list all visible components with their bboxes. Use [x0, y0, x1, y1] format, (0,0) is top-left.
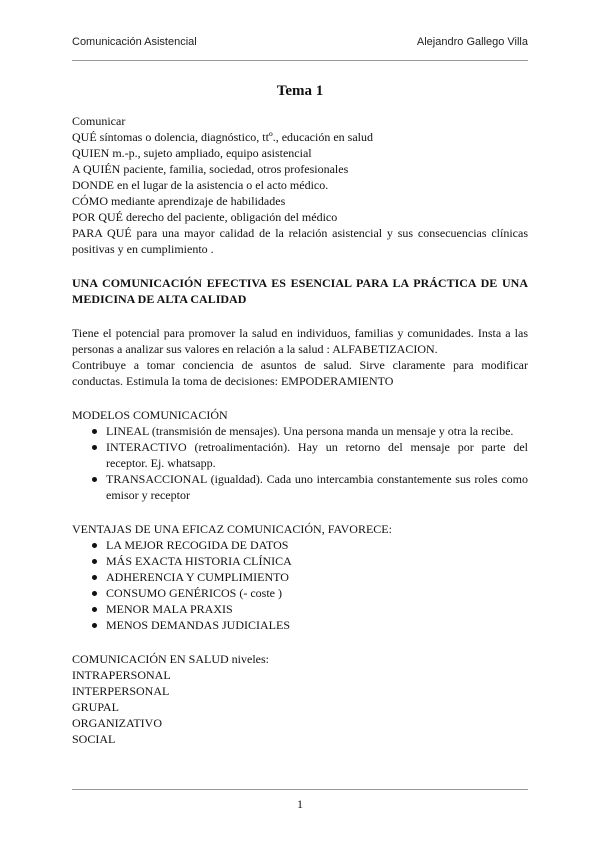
header-right-text: Alejandro Gallego Villa [416, 36, 528, 48]
level-item: INTERPERSONAL [72, 684, 170, 698]
list-item: INTERACTIVO (retroalimentación). Hay un retorno del mensaje por parte del receptor. Ej. whatsapp. [92, 439, 528, 471]
bullet-icon [92, 477, 97, 482]
intro-line: Comunicar [72, 114, 126, 128]
levels-title: COMUNICACIÓN EN SALUD niveles: [72, 652, 269, 666]
list-item: ADHERENCIA Y CUMPLIMIENTO [92, 569, 528, 585]
list-item: LA MEJOR RECOGIDA DE DATOS [92, 537, 528, 553]
level-item: INTRAPERSONAL [72, 668, 171, 682]
paragraph: Tiene el potencial para promover la salud en individuos, familias y comunidades. Insta a las personas a analizar sus valores en relación a la salud : ALFABETIZACION. [72, 326, 528, 356]
intro-line: CÓMO mediante aprendizaje de habilidades [72, 194, 286, 208]
bullet-icon [92, 575, 97, 580]
intro-line: A QUIÉN paciente, familia, sociedad, otros profesionales [72, 162, 349, 176]
document-body [72, 82, 528, 747]
intro-block [72, 113, 528, 257]
page-number: 1 [297, 797, 303, 811]
level-item: SOCIAL [72, 732, 116, 746]
models-list [72, 423, 528, 503]
list-item: LINEAL (transmisión de mensajes). Una persona manda un mensaje y otra la recibe. [92, 423, 528, 439]
level-item: GRUPAL [72, 700, 119, 714]
bullet-icon [92, 607, 97, 612]
footer-rule [72, 789, 528, 790]
list-item: MENOR MALA PRAXIS [92, 601, 528, 617]
intro-line: DONDE en el lugar de la asistencia o el acto médico. [72, 178, 329, 192]
header-rule [72, 60, 528, 61]
bullet-icon [92, 591, 97, 596]
intro-line: PARA QUÉ para una mayor calidad de la relación asistencial y sus consecuencias clínicas positivas y en cumplimiento . [72, 226, 528, 256]
list-item: MÁS EXACTA HISTORIA CLÍNICA [92, 553, 528, 569]
bullet-icon [92, 429, 97, 434]
bullet-icon [92, 559, 97, 564]
models-title: MODELOS COMUNICACIÓN [72, 408, 228, 422]
intro-line: QUÉ síntomas o dolencia, diagnóstico, ttº., educación en salud [72, 130, 373, 144]
bullet-icon [92, 623, 97, 628]
section-heading: UNA COMUNICACIÓN EFECTIVA ES ESENCIAL PARA LA PRÁCTICA DE UNA MEDICINA DE ALTA CALIDAD [72, 276, 528, 306]
advantages-list [72, 537, 528, 633]
list-item: CONSUMO GENÉRICOS (- coste ) [92, 585, 528, 601]
paragraph: Contribuye a tomar conciencia de asuntos de salud. Sirve claramente para modificar conductas. Estimula la toma de decisiones: EMPODERAMIENTO [72, 358, 528, 388]
levels-list [72, 667, 528, 747]
bullet-icon [92, 445, 97, 450]
header-left-text: Comunicación Asistencial [72, 36, 197, 48]
bullet-icon [92, 543, 97, 548]
level-item: ORGANIZATIVO [72, 716, 162, 730]
page-header [72, 36, 528, 48]
list-item: TRANSACCIONAL (igualdad). Cada uno intercambia constantemente sus roles como emisor y receptor [92, 471, 528, 503]
list-item: MENOS DEMANDAS JUDICIALES [92, 617, 528, 633]
advantages-title: VENTAJAS DE UNA EFICAZ COMUNICACIÓN, FAVORECE: [72, 522, 392, 536]
intro-line: QUIEN m.-p., sujeto ampliado, equipo asistencial [72, 146, 312, 160]
page-title: Tema 1 [276, 83, 324, 99]
intro-line: POR QUÉ derecho del paciente, obligación del médico [72, 210, 338, 224]
